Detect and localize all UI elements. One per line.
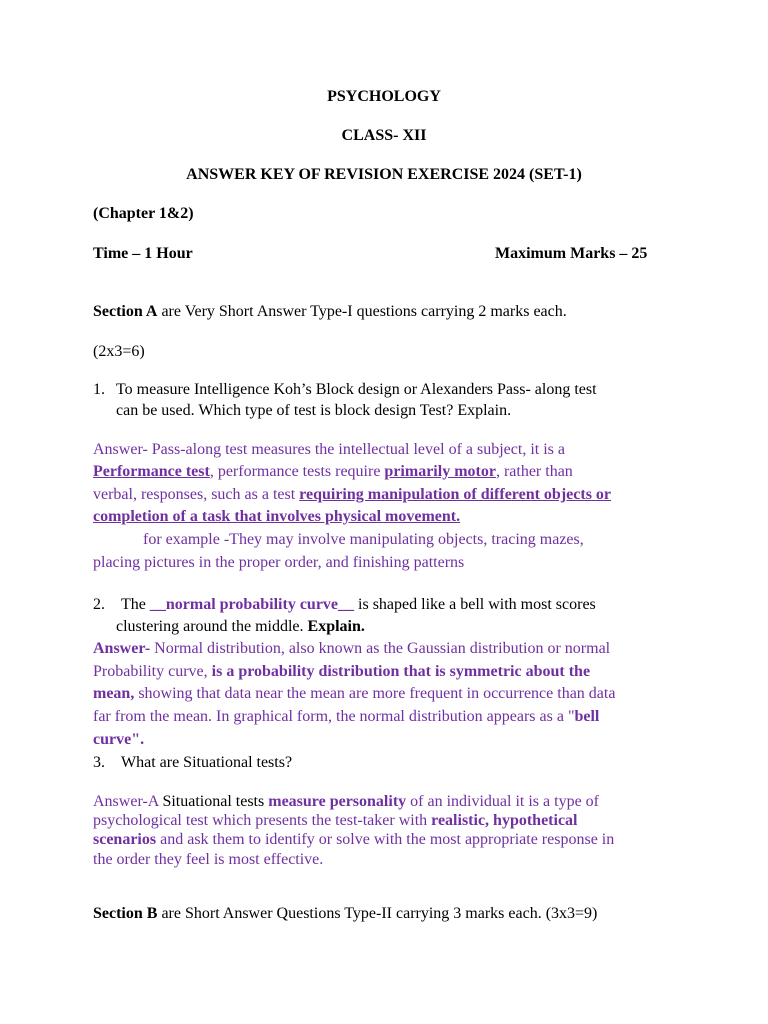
q1-answer-line3 [93, 486, 611, 504]
q2-answer-line5: curve". [93, 731, 145, 748]
q1-text-line1: To measure Intelligence Koh’s Block design or Alexanders Pass- along test [116, 381, 597, 398]
section-b-intro [93, 905, 597, 923]
q1-number: 1. [93, 381, 105, 398]
q2-explain: Explain. [307, 618, 365, 635]
q2-answer-text: Normal distribution, also known as the Gaussian distribution or normal [150, 640, 611, 657]
q2-text-line1 [121, 596, 596, 614]
section-a-intro [93, 303, 567, 321]
performance-test-term: Performance test [93, 463, 210, 480]
manipulation-phrase: requiring manipulation of different objects or [299, 486, 612, 503]
q2-text-line2 [116, 618, 365, 636]
q2-text: is shaped like a bell with most scores [354, 596, 596, 613]
q1-example-line2: placing pictures in the proper order, and finishing patterns [93, 554, 465, 571]
section-b-desc: are Short Answer Questions Type-II carrying 3 marks each. (3x3=9) [157, 905, 598, 922]
realistic-hypothetical-phrase: realistic, hypothetical [431, 812, 578, 829]
subject-heading: PSYCHOLOGY [327, 88, 441, 105]
q2-answer-text: far from the mean. In graphical form, the normal distribution appears as a " [93, 708, 575, 725]
q2-text: The [121, 596, 150, 613]
time-label: Time – 1 Hour [93, 245, 193, 262]
symmetric-distribution-phrase: is a probability distribution that is symmetric about the [211, 663, 591, 680]
q2-answer-text: showing that data near the mean are more frequent in occurrence than data [134, 685, 616, 702]
max-marks-label: Maximum Marks – 25 [495, 245, 648, 262]
mean-term: mean, [93, 685, 135, 702]
q3-text: What are Situational tests? [121, 754, 293, 771]
q1-answer-text: , performance tests require [209, 463, 385, 480]
q2-answer-line4 [93, 708, 599, 726]
q1-example-line1: for example -They may involve manipulating objects, tracing mazes, [143, 531, 584, 548]
primarily-motor-term: primarily motor [384, 463, 496, 480]
q3-answer-text: of an individual it is a type of [406, 793, 600, 810]
q1-answer-line1: Answer- Pass-along test measures the intellectual level of a subject, it is a [93, 441, 565, 458]
q1-answer-text: , rather than [495, 463, 573, 480]
q1-answer-line2 [93, 463, 573, 481]
bell-term: bell [574, 708, 600, 725]
scenarios-term: scenarios [93, 831, 157, 848]
q2-answer-line1 [93, 640, 610, 658]
q3-answer-label: Answer-A [93, 793, 163, 810]
q2-answer-label: Answer- [93, 640, 151, 657]
q3-answer-line3 [93, 831, 614, 849]
situational-tests-term: Situational tests [162, 793, 269, 810]
measure-personality-phrase: measure personality [268, 793, 407, 810]
chapter-label: (Chapter 1&2) [93, 205, 194, 222]
section-a-label: Section A [93, 303, 158, 320]
q3-number: 3. [93, 754, 105, 771]
q3-answer-line2 [93, 812, 578, 830]
q2-answer-line2 [93, 663, 590, 681]
q3-answer-text: psychological test which presents the test-taker with [93, 812, 432, 829]
section-b-label: Section B [93, 905, 158, 922]
q1-text-line2: can be used. Which type of test is block design Test? Explain. [116, 402, 512, 419]
q1-answer-text: verbal, responses, such as a test [93, 486, 300, 503]
normal-probability-curve-blank: __normal probability curve__ [149, 596, 355, 613]
q2-text: clustering around the middle. [116, 618, 308, 635]
q3-answer-text: and ask them to identify or solve with the most appropriate response in [156, 831, 615, 848]
q1-answer-line4: completion of a task that involves physical movement. [93, 508, 461, 525]
q3-answer-line4: the order they feel is most effective. [93, 851, 324, 868]
class-heading: CLASS- XII [341, 127, 427, 144]
q2-answer-text: Probability curve, [93, 663, 212, 680]
document-title: ANSWER KEY OF REVISION EXERCISE 2024 (SET-1) [186, 166, 582, 183]
section-a-marks: (2x3=6) [93, 343, 145, 360]
q2-number: 2. [93, 596, 105, 613]
section-a-desc: are Very Short Answer Type-I questions carrying 2 marks each. [157, 303, 567, 320]
q2-answer-line3 [93, 685, 615, 703]
q3-answer-line1 [93, 793, 599, 811]
